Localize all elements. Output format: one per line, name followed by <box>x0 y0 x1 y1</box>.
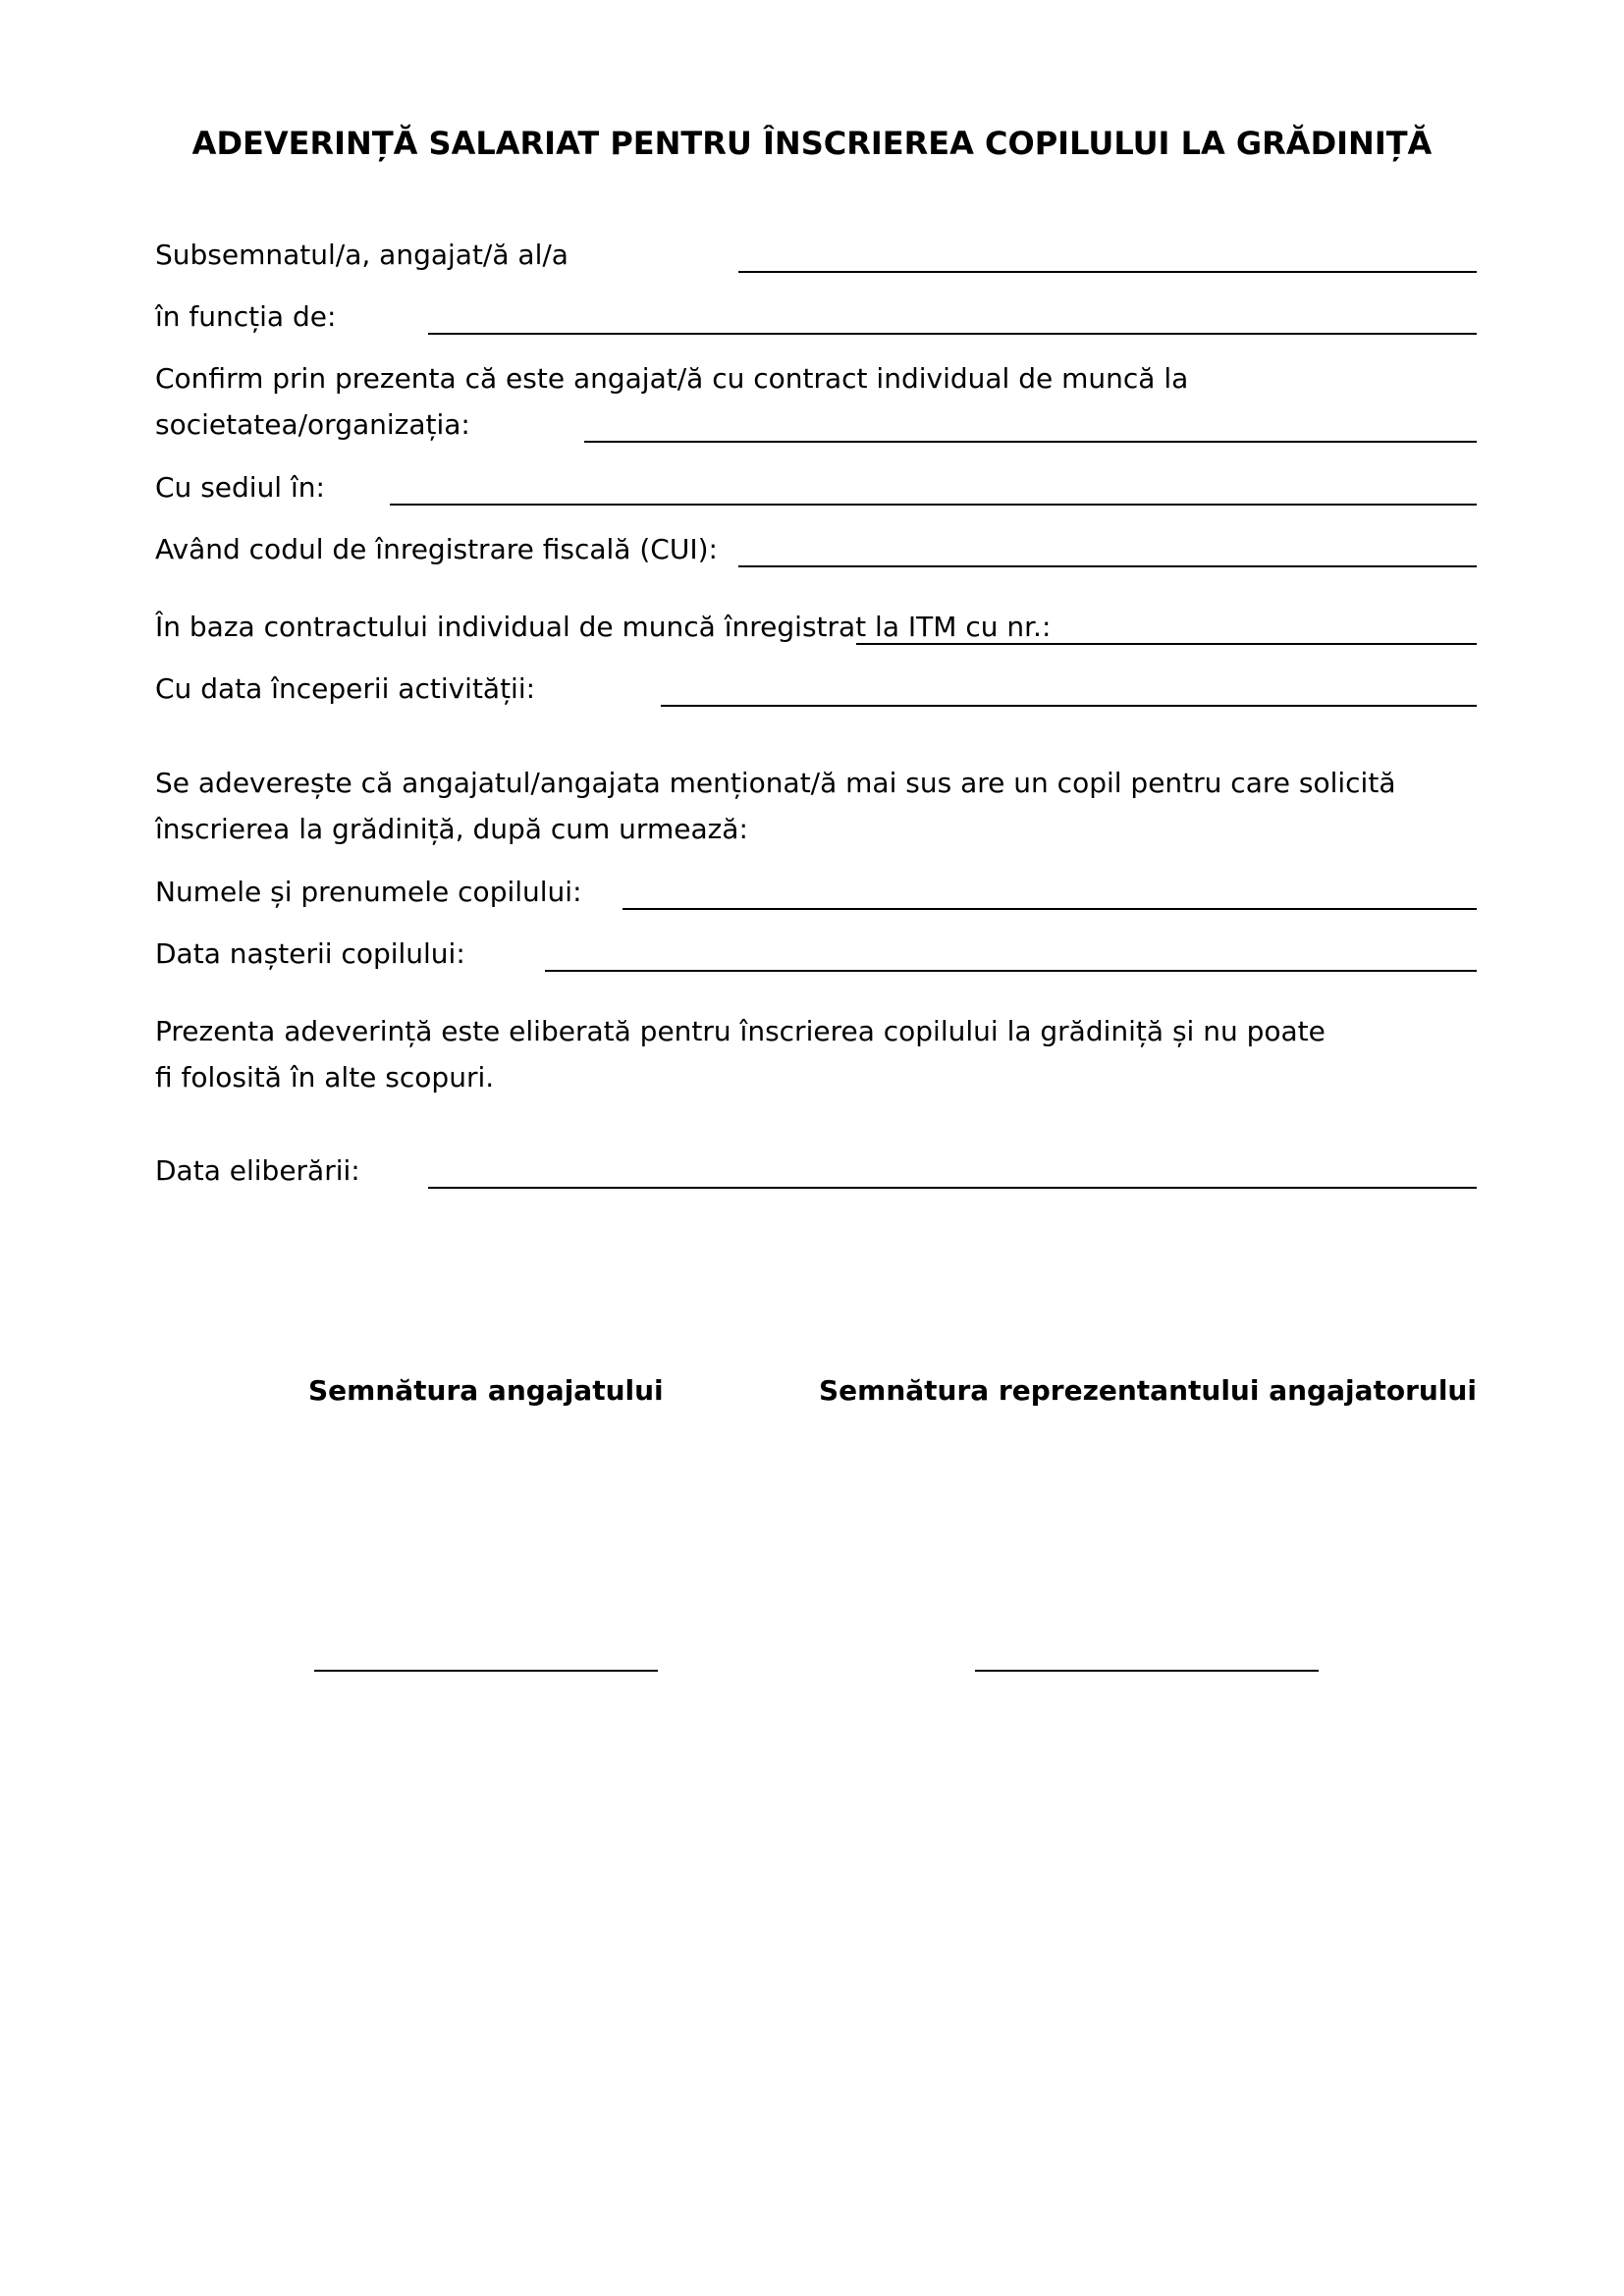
blank-cui[interactable] <box>738 565 1477 567</box>
label-data-eliberarii: Data eliberării: <box>155 1154 360 1187</box>
label-nume-copil: Numele și prenumele copilului: <box>155 876 582 908</box>
blank-job-title[interactable] <box>428 333 1477 335</box>
blank-child-name[interactable] <box>623 908 1477 910</box>
text-adevereste-line2: înscrierea la grădiniță, după cum urmează: <box>155 813 748 845</box>
signature-employer-label: Semnătura reprezentantului angajatorului <box>819 1374 1477 1407</box>
blank-itm-number[interactable] <box>856 643 1477 645</box>
text-prezenta-line2: fi folosită în alte scopuri. <box>155 1061 495 1094</box>
label-sediul: Cu sediul în: <box>155 471 325 504</box>
blank-employer-name[interactable] <box>738 271 1477 273</box>
document-title: ADEVERINȚĂ SALARIAT PENTRU ÎNSCRIEREA COPILULUI LA GRĂDINIȚĂ <box>191 125 1433 162</box>
text-confirm-line1: Confirm prin prezenta că este angajat/ă cu contract individual de muncă la <box>155 362 1189 395</box>
label-cui: Având codul de înregistrare fiscală (CUI): <box>155 533 718 565</box>
label-subsemnatul: Subsemnatul/a, angajat/ă al/a <box>155 239 568 271</box>
blank-child-birth-date[interactable] <box>545 970 1477 972</box>
label-societatea: societatea/organizația: <box>155 408 470 441</box>
label-functia: în funcția de: <box>155 300 337 333</box>
label-data-inceperii: Cu data începerii activității: <box>155 672 536 705</box>
label-itm: În baza contractului individual de muncă înregistrat la ITM cu nr.: <box>155 611 1052 643</box>
blank-organization[interactable] <box>584 441 1477 443</box>
blank-issue-date[interactable] <box>428 1187 1477 1189</box>
label-data-nasterii: Data nașterii copilului: <box>155 937 465 970</box>
signature-employee-line[interactable] <box>314 1670 658 1672</box>
signature-employee-label: Semnătura angajatului <box>308 1374 664 1407</box>
blank-start-date[interactable] <box>661 705 1477 707</box>
text-prezenta-line1: Prezenta adeverință este eliberată pentru înscrierea copilului la grădiniță și nu poate <box>155 1015 1326 1047</box>
signature-employer-line[interactable] <box>975 1670 1319 1672</box>
text-adevereste-line1: Se adeverește că angajatul/angajata menționat/ă mai sus are un copil pentru care solicită <box>155 767 1396 799</box>
blank-headquarters[interactable] <box>390 504 1477 506</box>
